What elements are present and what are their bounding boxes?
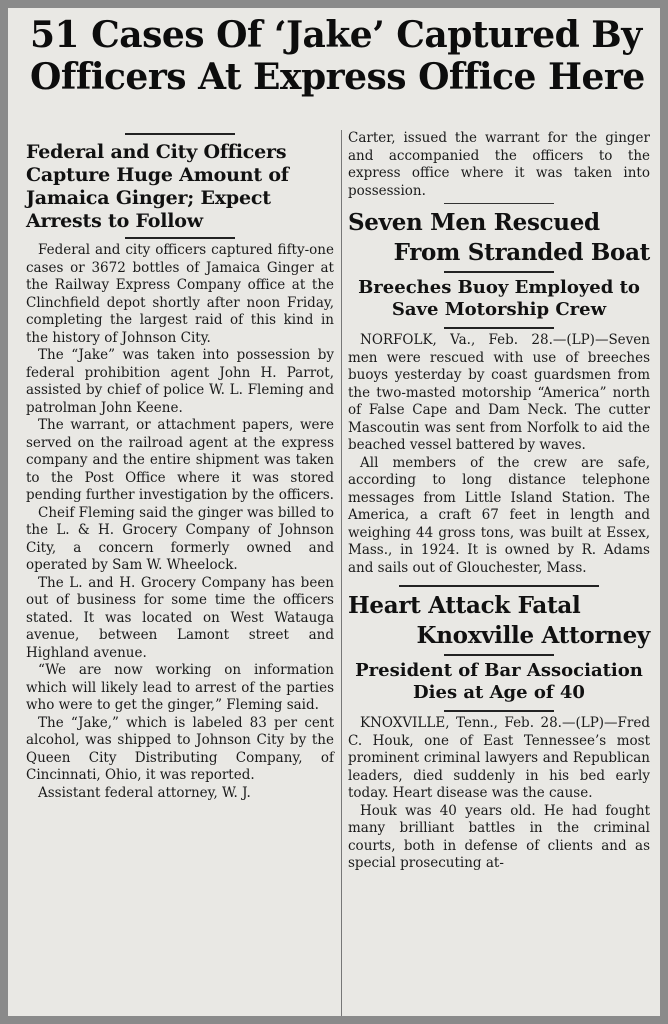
- divider-rule: [444, 327, 554, 329]
- main-headline: [30, 14, 650, 98]
- paragraph: The “Jake” was taken into possession by federal prohibition agent John H. Parrot, assisted by chief of police W. L. Fleming and patrolman John Keene.: [26, 347, 334, 416]
- divider-rule: [125, 133, 235, 135]
- paragraph: NORFOLK, Va., Feb. 28.—(LP)—Seven men were rescued with use of breeches buoys yesterday by coast guardsmen from the two-masted motorship “America” north of False Cape and Dam Neck. The cutter Mascoutin was sent from Norfolk to aid the beached vessel battered by waves.: [348, 332, 650, 453]
- story3-headline: [348, 591, 650, 651]
- paragraph: “We are now working on information which will likely lead to arrest of the parties who were to get the ginger,” Fleming said.: [26, 662, 334, 713]
- divider-rule: [399, 585, 599, 587]
- headline-line-2: Officers At Express Office Here: [30, 56, 645, 98]
- paragraph: The warrant, or attachment papers, were served on the railroad agent at the express company and the entire shipment was taken to the Post Office where it was stored pending further investigation by the officers.: [26, 417, 334, 503]
- paragraph: Houk was 40 years old. He had fought many brilliant battles in the criminal courts, both in defense of clients and as special prosecuting at-: [348, 802, 650, 871]
- story2-body: [348, 332, 650, 577]
- column-divider: [341, 130, 342, 1016]
- paragraph: Carter, issued the warrant for the ginger and accompanied the officers to the express office where it was taken into possession.: [348, 130, 650, 199]
- story2-headline: [348, 208, 650, 268]
- divider-rule: [444, 710, 554, 712]
- paragraph: Cheif Fleming said the ginger was billed to the L. & H. Grocery Company of Johnson City, a concern formerly owned and operated by Sam W. Wheelock.: [26, 504, 334, 573]
- headline-line-1: 51 Cases Of ‘Jake’ Captured By: [30, 14, 642, 56]
- left-column: [26, 130, 334, 802]
- story2-deck: Breeches Buoy Employed to Save Motorship Crew: [358, 277, 640, 320]
- story2-headline-line-1: Seven Men Rescued: [348, 209, 600, 236]
- paragraph: Assistant federal attorney, W. J.: [38, 784, 251, 801]
- story3-headline-line-1: Heart Attack Fatal: [348, 592, 581, 619]
- paragraph: All members of the crew are safe, according to long distance telephone messages from Little Island Station. The America, a craft 67 feet in length and weighing 44 gross tons, was built at Essex, Mass., in 1924. It is owned by R. Adams and sails out of Glouchester, Mass.: [348, 454, 650, 576]
- story1-continuation: [348, 130, 650, 200]
- paragraph: The L. and H. Grocery Company has been out of business for some time the officers stated. It was located on West Watauga avenue, between Lamont street and Highland avenue.: [26, 574, 334, 661]
- story1-deck: Federal and City Officers Capture Huge Amount of Jamaica Ginger; Expect Arrests to Follow: [26, 141, 289, 232]
- newspaper-page: [8, 8, 660, 1016]
- divider-rule: [125, 237, 235, 239]
- divider-rule: [444, 654, 554, 656]
- paragraph: The “Jake,” which is labeled 83 per cent alcohol, was shipped to Johnson City by the Queen City Distributing Company, of Cincinnati, Ohio, it was reported.: [26, 714, 334, 783]
- divider-rule: [444, 203, 554, 204]
- paragraph: KNOXVILLE, Tenn., Feb. 28.—(LP)—Fred C. Houk, one of East Tennessee’s most prominent criminal lawyers and Republican leaders, died suddenly in his bed early today. Heart disease was the cause.: [348, 715, 650, 801]
- divider-rule: [444, 271, 554, 273]
- story3-deck: President of Bar Association Dies at Age of 40: [355, 660, 643, 703]
- story3-headline-line-2: Knoxville Attorney: [416, 622, 650, 649]
- paragraph: Federal and city officers captured fifty-one cases or 3672 bottles of Jamaica Ginger at the Railway Express Company office at the Clinchfield depot shortly after noon Friday, completing the largest raid of this kind in the history of Johnson City.: [26, 242, 334, 346]
- right-column: [348, 130, 650, 873]
- story1-body: [26, 242, 334, 802]
- story3-body: [348, 715, 650, 873]
- story2-headline-line-2: From Stranded Boat: [393, 239, 650, 266]
